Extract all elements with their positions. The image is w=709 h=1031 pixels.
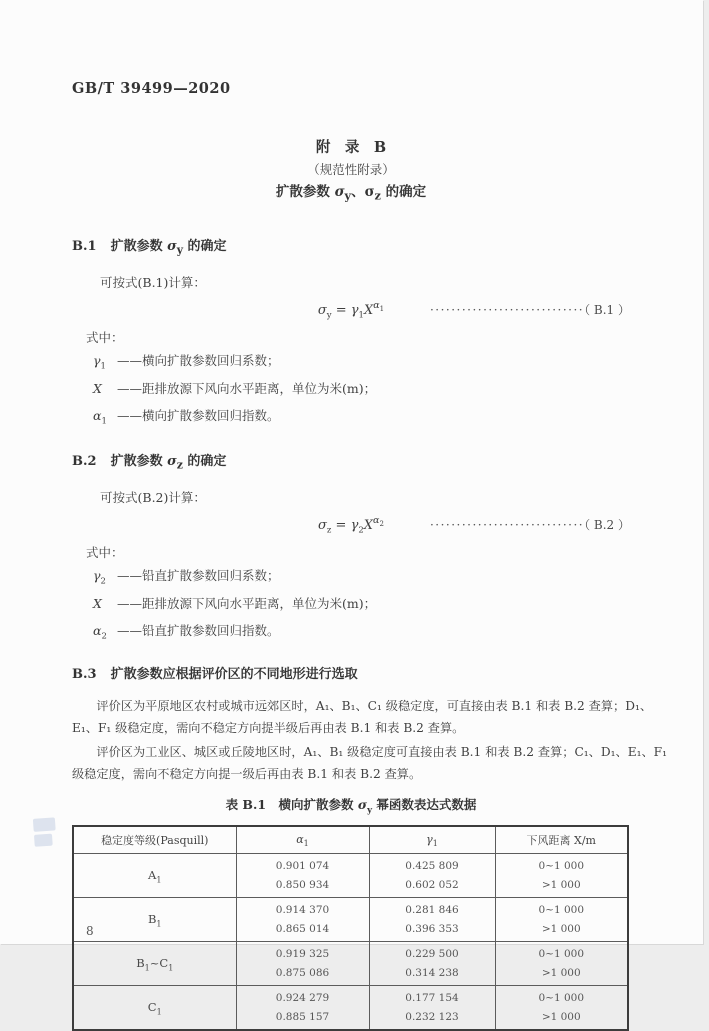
appendix-subtitle: （规范性附录） — [307, 162, 395, 177]
table-row — [73, 854, 628, 898]
section-b3-heading: B.3 扩散参数应根据评价区的不同地形进行选取 — [72, 666, 358, 682]
b2-where-label: 式中： — [86, 545, 124, 561]
formula-b1-leader — [430, 301, 630, 318]
formula-b2-leader — [430, 516, 630, 533]
alpha-values: 0.924 279 0.885 157 — [236, 986, 369, 1031]
sigma-symbol: σ — [357, 796, 368, 812]
formula-b1 — [72, 300, 630, 320]
row-label-c1: $C_1$ — [73, 986, 236, 1031]
b1-term-alpha: $\alpha_1$ ——横向扩散参数回归指数。 — [93, 408, 280, 427]
formula-b2-label: （ B.2 ） — [584, 518, 630, 533]
b2-term-list — [93, 565, 630, 648]
row-label-b1-c1: $B_1\sim C_1$ — [73, 942, 236, 986]
b2-term-x: X ——距排放源下风向水平距离，单位为米(m)； — [93, 595, 377, 611]
b1-term-list — [93, 350, 630, 433]
b1-term-gamma: $\gamma_1$ ——横向扩散参数回归系数； — [93, 353, 280, 372]
table-row — [73, 898, 628, 942]
page-content — [72, 80, 668, 1031]
paragraph-line: 评价区为工业区、城区或丘陵地区时，A₁、B₁ 级稳定度可直接由表 B.1 和表 B.2 查算；C₁、D₁、E₁、F₁ — [96, 744, 668, 759]
b2-term-alpha: $\alpha_2$ ——铅直扩散参数回归指数。 — [93, 623, 280, 642]
gamma-values: 0.281 846 0.396 353 — [369, 898, 495, 942]
dotted-leader: ····························· — [429, 303, 585, 318]
gamma-values: 0.177 154 0.232 123 — [369, 986, 495, 1031]
paragraph-line: 级稳定度，需向不稳定方向提一级后再由表 B.1 和表 B.2 查算。 — [72, 767, 422, 782]
column-header-alpha1: $\alpha_1$ — [236, 826, 369, 854]
section-b1-heading: B.1 扩散参数 $\sigma_y$ 的确定 — [72, 238, 227, 257]
sigma-symbol: σ — [167, 238, 177, 254]
distance-values: 0~1 000 >1 000 — [495, 986, 628, 1031]
b2-intro-text: 可按式(B.2)计算： — [100, 490, 206, 506]
row-label-b1: $B_1$ — [73, 898, 236, 942]
column-header-stability: 稳定度等级(Pasquill) — [73, 826, 236, 854]
alpha-values: 0.919 325 0.875 086 — [236, 942, 369, 986]
appendix-title: 附 录 B — [315, 139, 387, 156]
sigma-symbol: σ — [167, 453, 177, 469]
column-header-gamma1: $\gamma_1$ — [369, 826, 495, 854]
table-header-row — [73, 826, 628, 854]
dotted-leader: ····························· — [429, 518, 585, 533]
gamma-values: 0.425 809 0.602 052 — [369, 854, 495, 898]
page-number: 8 — [86, 924, 94, 938]
row-label-a1: $A_1$ — [73, 854, 236, 898]
standard-number-header: GB/T 39499—2020 — [72, 80, 231, 97]
distance-values: 0~1 000 >1 000 — [495, 854, 628, 898]
table-b1-title: 表 B.1 横向扩散参数 $\sigma_y$ 幂函数表达式数据 — [225, 796, 477, 816]
formula-b1-label: （ B.1 ） — [584, 303, 630, 318]
formula-b2-expression: $\sigma_z = \gamma_2X^{\alpha_2}$ — [318, 515, 384, 536]
formula-b1-expression: $\sigma_y = \gamma_1X^{\alpha_1}$ — [317, 300, 385, 321]
alpha-values: 0.914 370 0.865 014 — [236, 898, 369, 942]
alpha-values: 0.901 074 0.850 934 — [236, 854, 369, 898]
b3-paragraph-1 — [72, 695, 653, 740]
table-row — [73, 986, 628, 1031]
b2-term-gamma: $\gamma_2$ ——铅直扩散参数回归系数； — [93, 568, 280, 587]
gamma-values: 0.229 500 0.314 238 — [369, 942, 495, 986]
formula-b2 — [72, 515, 630, 535]
b1-where-label: 式中： — [86, 330, 124, 346]
paragraph-line: E₁、F₁ 级稳定度，需向不稳定方向提半级后再由表 B.1 和表 B.2 查算。 — [72, 721, 465, 736]
column-header-distance: 下风距离 X/m — [495, 826, 628, 854]
table-row — [73, 942, 628, 986]
distance-values: 0~1 000 >1 000 — [495, 942, 628, 986]
section-b2-heading: B.2 扩散参数 $\sigma_z$ 的确定 — [72, 453, 227, 472]
scan-watermark-artifact — [33, 817, 59, 853]
b1-term-x: X ——距排放源下风向水平距离，单位为米(m)； — [93, 380, 377, 396]
appendix-topic-title: 扩散参数 $\sigma_y$、$\sigma_z$ 的确定 — [275, 184, 427, 203]
b3-paragraph-2 — [72, 741, 668, 786]
sigma-symbol: σ — [334, 184, 345, 200]
distance-values: 0~1 000 >1 000 — [495, 898, 628, 942]
appendix-title-block — [72, 137, 630, 207]
table-b1 — [72, 825, 629, 1031]
paragraph-line: 评价区为平原地区农村或城市远郊区时，A₁、B₁、C₁ 级稳定度，可直接由表 B.1 和表 B.2 查算；D₁、 — [96, 698, 653, 713]
b1-intro-text: 可按式(B.1)计算： — [100, 275, 206, 291]
